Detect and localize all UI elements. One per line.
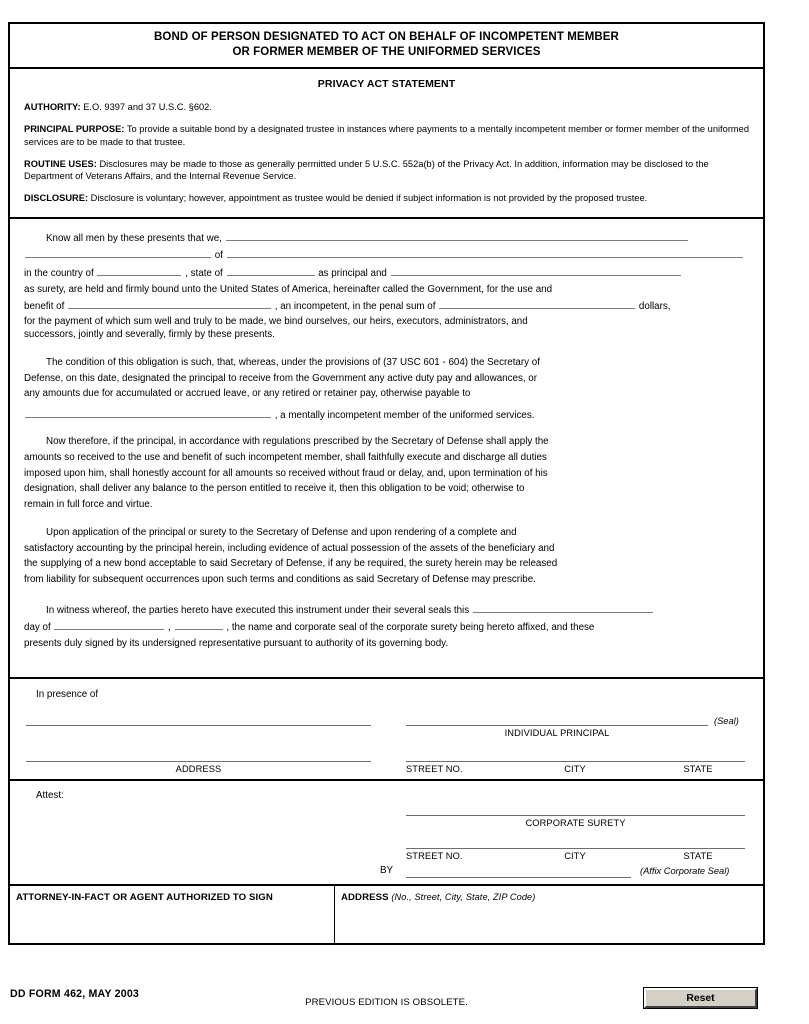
bond-paragraph-3	[24, 434, 749, 512]
bond-upon-text-1: Upon application of the principal or surety to the Secretary of Defense and upon rendering of a complete and	[46, 527, 517, 539]
attorney-address-hint: (No., Street, City, State, ZIP Code)	[391, 892, 536, 903]
bond-paragraph-5	[24, 601, 749, 652]
privacy-disclosure-text: Disclosure is voluntary; however, appointment as trustee would be denied if subject information is not provided by the proposed trustee.	[90, 193, 648, 204]
bond-witness-text-1: In witness whereof, the parties hereto have executed this instrument under their several seals this	[46, 604, 470, 616]
corporate-surety-caption: CORPORATE SURETY	[525, 818, 626, 829]
principal-address-line[interactable]	[406, 761, 745, 762]
privacy-disclosure-label: DISCLOSURE:	[24, 193, 89, 204]
bond-nowtherefore-text-1: Now therefore, if the principal, in accordance with regulations prescribed by the Secretary of Defense shall apply the	[46, 436, 549, 448]
incompetent-text: , an incompetent, in the penal sum of	[274, 301, 436, 313]
bond-paragraph-4	[24, 525, 749, 587]
bond-line-payment-1: for the payment of which sum well and truly to be made, we bind ourselves, our heirs, executors, administrators, and	[24, 315, 528, 327]
signature-block	[8, 679, 765, 781]
individual-principal-caption: INDIVIDUAL PRINCIPAL	[504, 728, 610, 739]
bond-line-of	[24, 246, 749, 264]
signature-inner	[10, 679, 763, 779]
form-title-box	[8, 22, 765, 69]
form-title-line-1: BOND OF PERSON DESIGNATED TO ACT ON BEHALF OF INCOMPETENT MEMBER	[154, 31, 619, 43]
benefit-label: benefit of	[24, 301, 65, 313]
form-title-line-2: OR FORMER MEMBER OF THE UNIFORMED SERVICES	[232, 46, 541, 58]
bond-condition-text-1: The condition of this obligation is such, that, whereas, under the provisions of (37 USC 601 - 604) the Secretary of	[46, 356, 540, 368]
bond-nowtherefore-line-4: designation, shall deliver any balance to the person entitled to receive it, then this obligation to be void; otherwise to	[24, 483, 525, 495]
attorney-in-fact-label: ATTORNEY-IN-FACT OR AGENT AUTHORIZED TO SIGN	[16, 892, 273, 904]
bond-line-country-state	[24, 264, 749, 282]
state-caption: STATE	[683, 764, 713, 775]
fill-surety-name[interactable]	[391, 264, 681, 276]
attorney-right-cell[interactable]	[335, 886, 763, 943]
privacy-routine-uses	[24, 158, 749, 183]
privacy-authority-text: E.O. 9397 and 37 U.S.C. §602.	[83, 102, 212, 112]
bond-nowtherefore-line-3: imposed upon him, shall honestly account for all amounts so received without fraud or delay, and, upon termination of his	[24, 467, 548, 479]
attest-label: Attest:	[36, 790, 64, 802]
fill-country[interactable]	[97, 264, 181, 276]
privacy-authority	[24, 101, 749, 113]
bond-upon-line-1	[24, 525, 749, 541]
country-label: in the country of	[24, 267, 94, 279]
bond-line-benefit	[24, 297, 749, 315]
attorney-address-label	[341, 892, 757, 903]
fill-incompetent-name[interactable]	[68, 297, 271, 309]
mentally-incompetent-text: , a mentally incompetent member of the uniformed services.	[274, 409, 535, 421]
bond-upon-line-2: satisfactory accounting by the principal herein, including evidence of actual possession of the assets of the beneficiary and	[24, 542, 555, 554]
bond-condition-line-1	[24, 355, 749, 371]
city-caption: CITY	[564, 764, 586, 775]
reset-button[interactable]: Reset	[644, 988, 757, 1008]
state-label: , state of	[185, 267, 223, 279]
bond-body-box	[8, 219, 765, 680]
privacy-authority-label: AUTHORITY:	[24, 102, 81, 112]
dollars-text: dollars,	[638, 301, 671, 313]
by-label: BY	[380, 865, 394, 877]
corp-street-no-caption: STREET NO.	[406, 851, 463, 862]
bond-witness-line-1	[24, 601, 749, 619]
bond-line-we	[24, 229, 749, 247]
bond-upon-line-4: from liability for subsequent occurrences upon such terms and conditions as said Secretary of Defense may prescribe.	[24, 574, 536, 586]
fill-seal-day[interactable]	[473, 601, 653, 613]
bond-witness-line-3: presents duly signed by its undersigned representative pursuant to authority of its governing body.	[24, 637, 449, 649]
address-caption: ADDRESS	[175, 764, 222, 775]
bond-paragraph-2	[24, 355, 749, 423]
fill-month[interactable]	[54, 618, 164, 630]
dd-form-462	[8, 22, 765, 945]
fill-penal-sum[interactable]	[439, 297, 635, 309]
fill-address-1[interactable]	[25, 246, 211, 258]
fill-member-name[interactable]	[25, 406, 271, 418]
form-footer	[8, 988, 765, 1016]
body-bottom-spacer	[24, 663, 749, 673]
attorney-in-fact-block	[8, 886, 765, 945]
bond-line-surety: as surety, are held and firmly bound unto the United States of America, hereinafter called the Government, for the use and	[24, 283, 553, 295]
witness-address-line[interactable]	[26, 761, 371, 762]
privacy-principal-text: To provide a suitable bond by a designated trustee in instances where payments to a mentally incompetent member or former member of the uniformed services are to be made to that trustee.	[24, 124, 749, 147]
corporate-surety-address-line[interactable]	[406, 848, 745, 849]
privacy-act-box	[8, 69, 765, 219]
bond-condition-line-3: any amounts due for accumulated or accrued leave, or any retired or retainer pay, otherwise payable to	[24, 388, 471, 400]
privacy-routine-text: Disclosures may be made to those as generally permitted under 5 U.S.C. 552a(b) of the Privacy Act. In addition, information may be disclosed to the Department of Veterans Affairs, and the Internal Revenue Service.	[24, 158, 709, 182]
privacy-principal-label: PRINCIPAL PURPOSE:	[24, 124, 125, 135]
attorney-address-title: ADDRESS	[341, 892, 389, 904]
bond-condition-line-2: Defense, on this date, designated the principal to receive from the Government any active duty pay and allowances, or	[24, 372, 537, 384]
street-no-caption: STREET NO.	[406, 764, 463, 775]
bond-condition-line-4	[24, 406, 749, 424]
witness-signature-line[interactable]	[26, 725, 371, 726]
witness-tail-text: , the name and corporate seal of the corporate surety being hereto affixed, and these	[226, 622, 595, 634]
affix-corporate-seal-note: (Affix Corporate Seal)	[640, 866, 730, 877]
attorney-left-cell[interactable]	[10, 886, 335, 943]
attest-inner	[10, 781, 763, 884]
of-text: of	[214, 250, 223, 262]
bond-witness-line-2	[24, 618, 749, 636]
privacy-routine-label: ROUTINE USES:	[24, 158, 97, 169]
attest-block	[8, 781, 765, 886]
day-of-label: day of	[24, 622, 51, 634]
corporate-surety-line[interactable]	[406, 815, 745, 816]
fill-address-2[interactable]	[227, 246, 743, 258]
privacy-principal-purpose	[24, 123, 749, 148]
fill-year[interactable]	[175, 618, 223, 630]
as-principal-text: as principal and	[318, 267, 387, 279]
principal-signature-line[interactable]	[406, 725, 708, 726]
corp-city-caption: CITY	[564, 851, 586, 862]
by-signature-line[interactable]	[406, 877, 631, 878]
bond-nowtherefore-line-2: amounts so received to the use and benefit of such incompetent member, shall faithfully execute and discharge all duties	[24, 451, 547, 463]
bond-line-payment-2: successors, jointly and severally, firmly by these presents.	[24, 329, 275, 341]
form-identifier: DD FORM 462, MAY 2003	[10, 988, 140, 1000]
bond-nowtherefore-line-5: remain in full force and virtue.	[24, 498, 153, 510]
seal-marker: (Seal)	[714, 716, 739, 727]
fill-principal-name[interactable]	[226, 229, 688, 241]
privacy-disclosure	[24, 192, 749, 204]
know-all-men-text: Know all men by these presents that we,	[46, 232, 222, 244]
corp-state-caption: STATE	[683, 851, 713, 862]
bond-nowtherefore-line-1	[24, 434, 749, 450]
bond-upon-line-3: the supplying of a new bond acceptable to said Secretary of Defense, if any be required, the surety herein may be released	[24, 558, 558, 570]
bond-paragraph-1	[24, 229, 749, 342]
previous-edition-note: PREVIOUS EDITION IS OBSOLETE.	[305, 997, 468, 1008]
fill-state[interactable]	[227, 264, 315, 276]
comma-separator: ,	[168, 622, 171, 634]
in-presence-of-label: In presence of	[36, 689, 99, 701]
privacy-act-heading: PRIVACY ACT STATEMENT	[317, 78, 456, 90]
